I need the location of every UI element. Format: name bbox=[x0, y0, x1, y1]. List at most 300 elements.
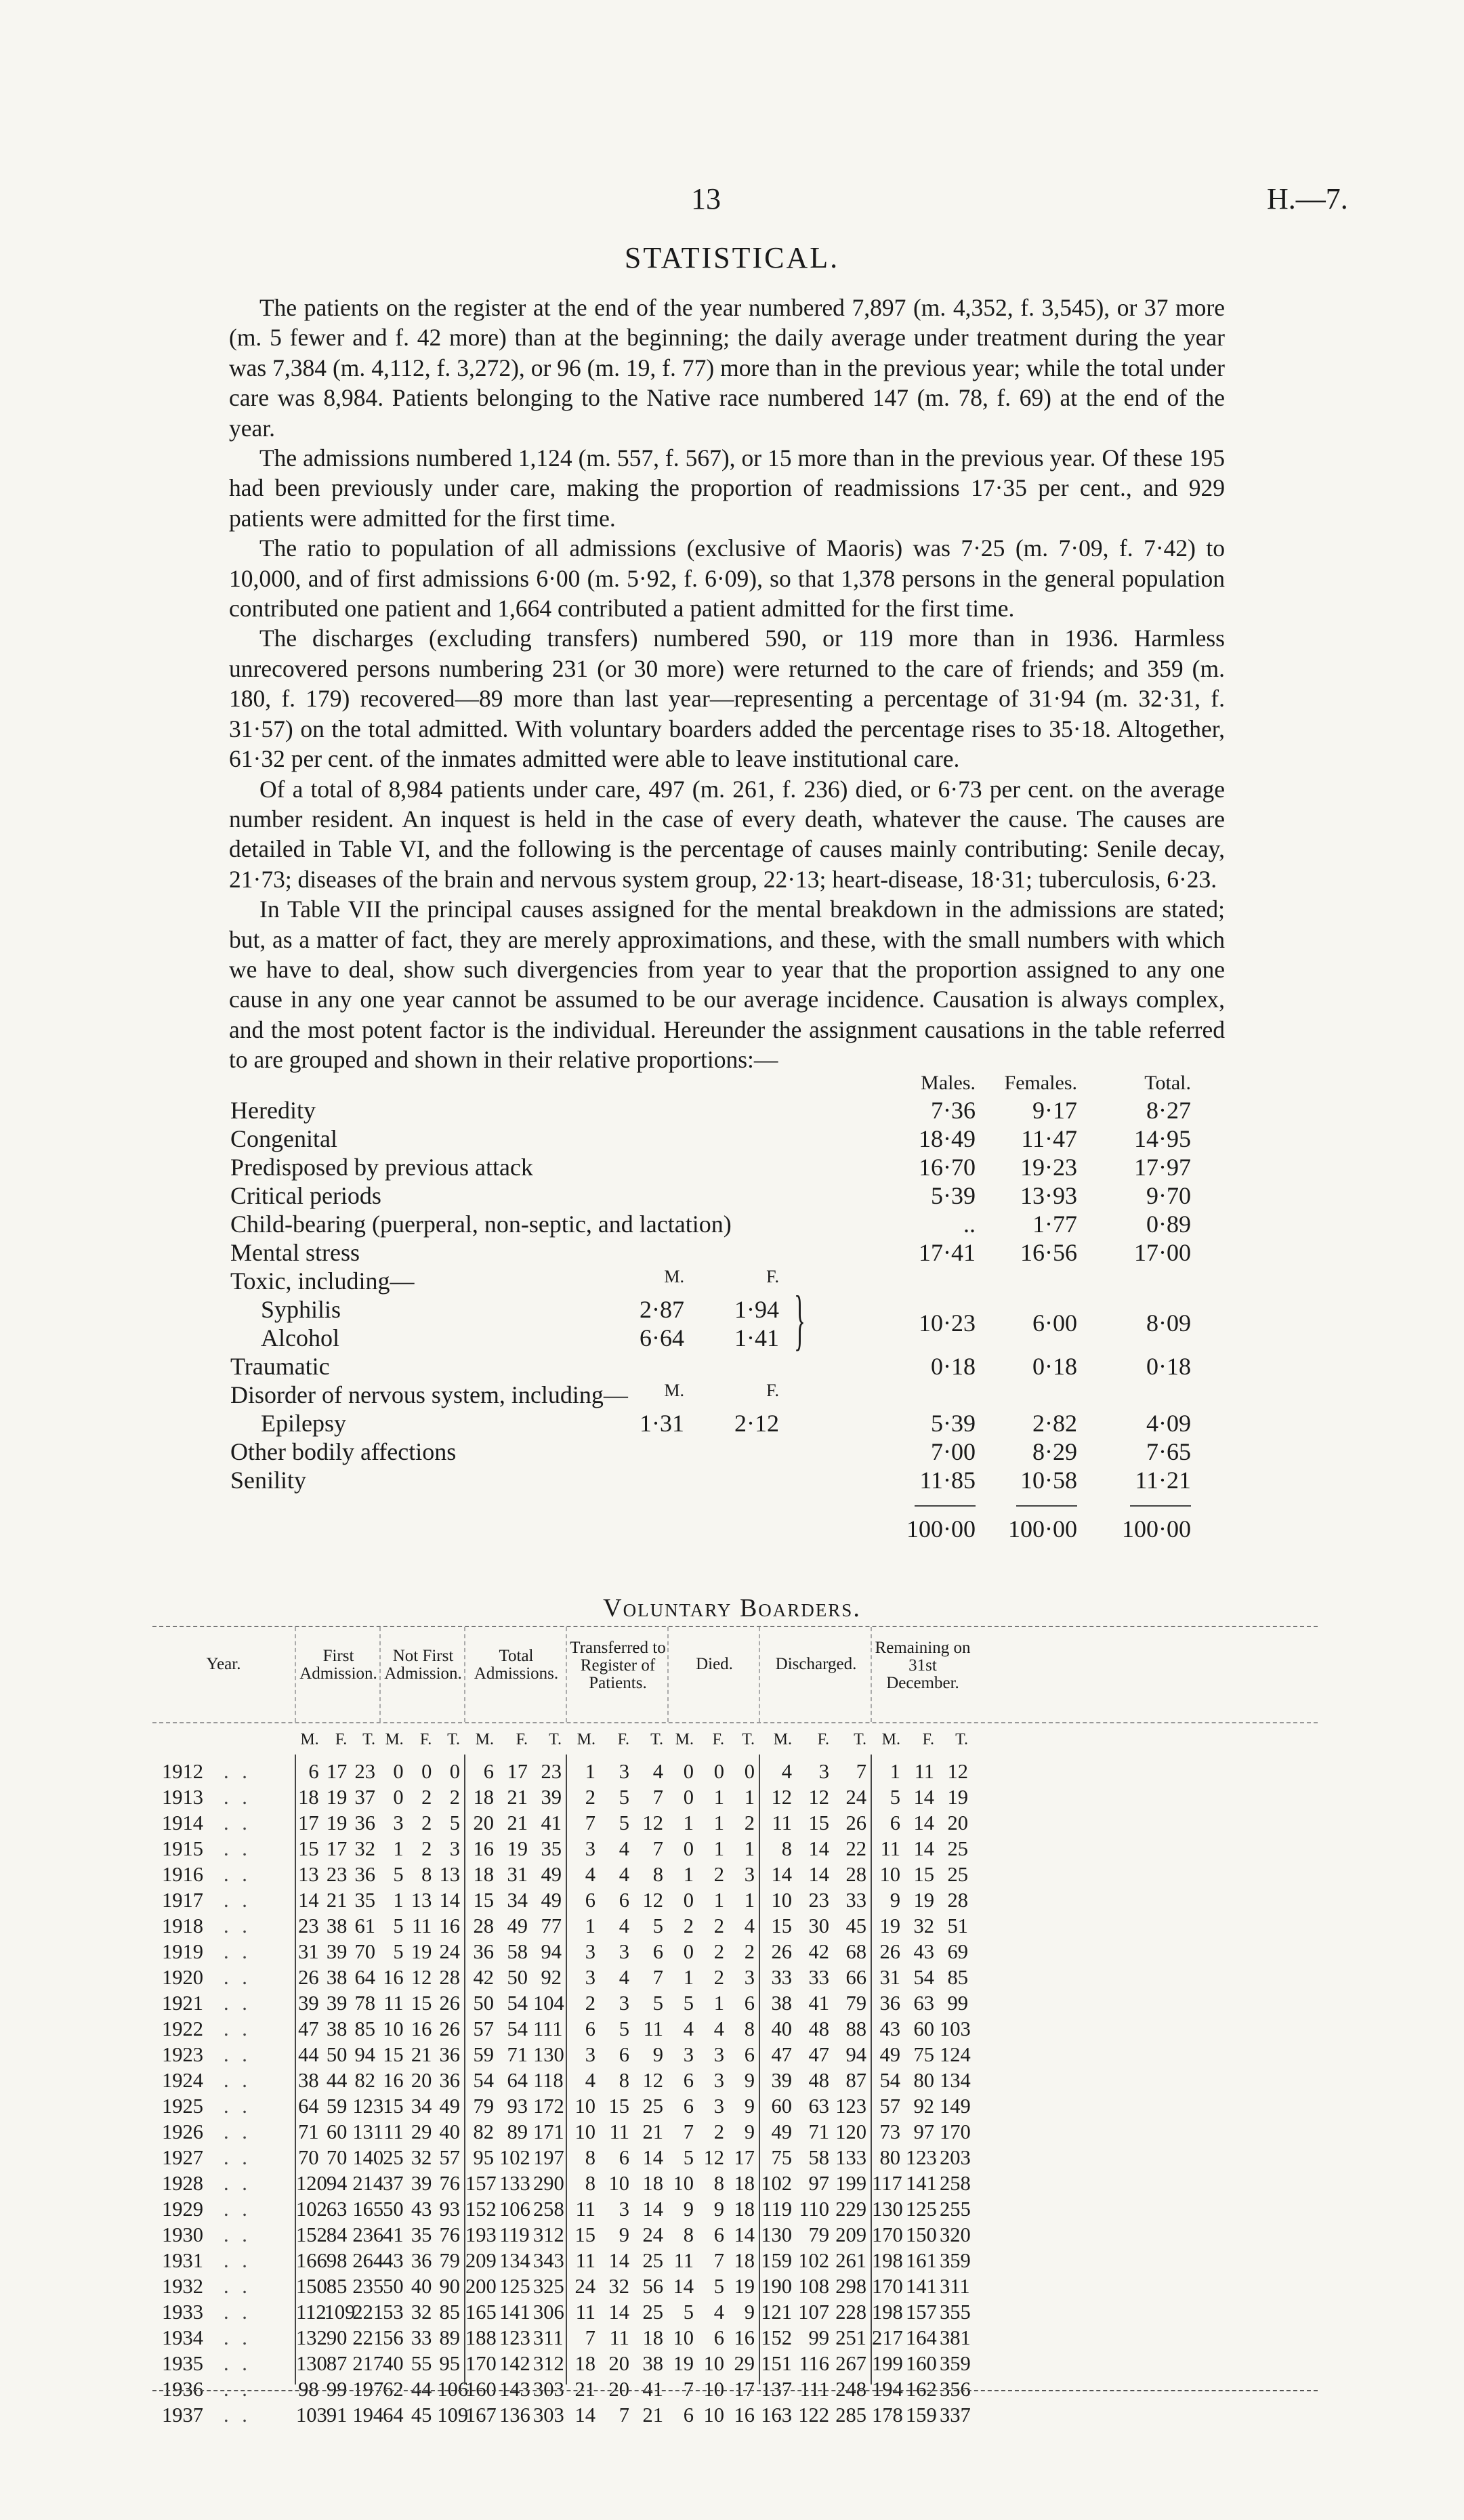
table-cell: 165 bbox=[465, 2301, 497, 2324]
syphilis-m: 2·87 bbox=[640, 1296, 684, 1323]
table-cell: 267 bbox=[835, 2352, 866, 2375]
table-cell: 20 bbox=[608, 2352, 629, 2375]
nervous-females: 2·82 bbox=[1032, 1410, 1077, 1437]
table-cell: 167 bbox=[465, 2403, 497, 2427]
table-cell: 130 bbox=[533, 2043, 564, 2066]
cause-row-toxic bbox=[230, 1267, 1226, 1295]
paragraph: Of a total of 8,984 patients under care, 497 (m. 261, f. 236) died, or 6·73 per cent. on the average number resident. An inquest is held in the case of every death, whatever the cause. The causes are detailed in Table VI, and the following is the percentage of causes mainly contributing: Senile decay, 21·73; diseases of the brain and nervous system group, 22·13; heart-disease, 18·31; tuberculosis, 6·23. bbox=[229, 775, 1225, 893]
table-cell: 18 bbox=[642, 2172, 663, 2195]
table-cell: 9 bbox=[619, 2223, 629, 2246]
table-cell: 85 bbox=[326, 2275, 348, 2298]
table-cell: 15 bbox=[411, 1992, 432, 2015]
table-cell: 171 bbox=[533, 2120, 564, 2143]
table-cell: 2 bbox=[713, 1940, 724, 1963]
leader-dots: . . bbox=[224, 1837, 251, 1860]
table-cell: 49 bbox=[541, 1889, 562, 1912]
table-cell: 111 bbox=[533, 2017, 563, 2040]
sub-header-row bbox=[152, 1731, 1318, 1758]
table-cell: 0 bbox=[393, 1786, 404, 1809]
epilepsy-f: 2·12 bbox=[734, 1410, 779, 1437]
table-cell: 40 bbox=[771, 2017, 792, 2040]
table-cell: 106 bbox=[499, 2198, 530, 2221]
table-cell: 261 bbox=[835, 2249, 866, 2272]
table-cell: 4 bbox=[619, 1863, 629, 1886]
table-cell: 6 bbox=[683, 2069, 694, 2092]
table-cell: 61 bbox=[354, 1914, 375, 1937]
table-cell: 198 bbox=[872, 2301, 903, 2324]
table-cell: 13 bbox=[298, 1863, 319, 1886]
table-cell: 10 bbox=[574, 2120, 595, 2143]
sub-header-m: M. bbox=[773, 1731, 792, 1748]
table-cell: 356 bbox=[940, 2378, 971, 2401]
cause-row bbox=[230, 1210, 1226, 1238]
table-cell: 125 bbox=[499, 2275, 530, 2298]
table-cell: 120 bbox=[835, 2120, 866, 2143]
table-cell: 90 bbox=[439, 2275, 460, 2298]
cause-row-nervous bbox=[230, 1381, 1226, 1409]
table-cell: 34 bbox=[507, 1889, 528, 1912]
table-cell: 110 bbox=[799, 2198, 829, 2221]
table-cell: 73 bbox=[879, 2120, 900, 2143]
table-cell: 5 bbox=[683, 2146, 694, 2169]
table-cell: 70 bbox=[298, 2146, 319, 2169]
table-cell: 214 bbox=[352, 2172, 384, 2195]
table-cell: 40 bbox=[439, 2120, 460, 2143]
table-cell: 99 bbox=[947, 1992, 968, 2015]
year-cell: 1935 bbox=[162, 2352, 203, 2375]
table-cell: 355 bbox=[940, 2301, 971, 2324]
toxic-total: 8·09 bbox=[1146, 1309, 1191, 1337]
table-cell: 9 bbox=[744, 2301, 755, 2324]
table-cell: 164 bbox=[906, 2326, 937, 2349]
table-cell: 84 bbox=[326, 2223, 348, 2246]
table-cell: 102 bbox=[499, 2146, 530, 2169]
table-cell: 48 bbox=[808, 2017, 829, 2040]
table-cell: 18 bbox=[642, 2326, 663, 2349]
table-cell: 7 bbox=[683, 2120, 694, 2143]
table-cell: 19 bbox=[947, 1786, 968, 1809]
total-header: Total. bbox=[1144, 1072, 1191, 1094]
table-cell: 54 bbox=[507, 1992, 528, 2015]
table-cell: 16 bbox=[439, 1914, 460, 1937]
table-cell: 157 bbox=[465, 2172, 497, 2195]
nervous-m-header: M. bbox=[664, 1381, 684, 1400]
table-cell: 43 bbox=[383, 2249, 404, 2272]
table-cell: 235 bbox=[352, 2275, 384, 2298]
table-cell: 19 bbox=[913, 1889, 934, 1912]
table-cell: 258 bbox=[533, 2198, 564, 2221]
table-cell: 5 bbox=[393, 1863, 404, 1886]
table-cell: 94 bbox=[326, 2172, 348, 2195]
table-cell: 1 bbox=[683, 1811, 694, 1834]
year-cell: 1932 bbox=[162, 2275, 203, 2298]
table-cell: 290 bbox=[533, 2172, 564, 2195]
table-cell: 19 bbox=[326, 1786, 348, 1809]
table-cell: 92 bbox=[541, 1966, 562, 1989]
table-cell: 21 bbox=[507, 1811, 528, 1834]
table-cell: 56 bbox=[642, 2275, 663, 2298]
year-cell: 1914 bbox=[162, 1811, 203, 1834]
table-cell: 14 bbox=[642, 2146, 663, 2169]
table-cell: 53 bbox=[383, 2301, 404, 2324]
paragraph: The patients on the register at the end of the year numbered 7,897 (m. 4,352, f. 3,545), or 37 more (m. 5 fewer and f. 42 more) than at the beginning; the daily average under treatment during the year was 7,384 (m. 4,112, f. 3,272), or 96 (m. 19, f. 77) more than in the previous year; while the total under care was 8,984. Patients belonging to the Native race numbered 147 (m. 78, f. 69) at the end of the year. bbox=[229, 294, 1225, 442]
cause-total: 0·89 bbox=[1146, 1211, 1191, 1238]
sub-header-t: T. bbox=[854, 1731, 866, 1748]
table-cell: 4 bbox=[683, 2017, 694, 2040]
table-cell: 36 bbox=[439, 2069, 460, 2092]
table-cell: 36 bbox=[879, 1992, 900, 2015]
sub-header-f: F. bbox=[516, 1731, 528, 1748]
table-cell: 236 bbox=[352, 2223, 384, 2246]
leader-dots: . . bbox=[224, 2043, 251, 2066]
table-cell: 1 bbox=[683, 1863, 694, 1886]
table-cell: 152 bbox=[296, 2223, 327, 2246]
table-cell: 3 bbox=[713, 2043, 724, 2066]
table-cell: 4 bbox=[619, 1966, 629, 1989]
alcohol-f: 1·41 bbox=[734, 1324, 779, 1351]
year-cell: 1916 bbox=[162, 1863, 203, 1886]
table-cell: 48 bbox=[808, 2069, 829, 2092]
table-cell: 1 bbox=[683, 1966, 694, 1989]
leader-dots: . . bbox=[224, 1914, 251, 1937]
leader-dots: . . bbox=[224, 1940, 251, 1963]
table-cell: 26 bbox=[298, 1966, 319, 1989]
table-cell: 198 bbox=[872, 2249, 903, 2272]
leader-dots: . . bbox=[224, 2223, 251, 2246]
table-cell: 88 bbox=[845, 2017, 866, 2040]
table-cell: 9 bbox=[744, 2095, 755, 2118]
year-cell: 1928 bbox=[162, 2172, 203, 2195]
year-cell: 1920 bbox=[162, 1966, 203, 1989]
table-cell: 4 bbox=[652, 1760, 663, 1783]
table-cell: 6 bbox=[713, 2223, 724, 2246]
paragraph: The ratio to population of all admissions (exclusive of Maoris) was 7·25 (m. 7·09, f. 7·42) to 10,000, and of first admissions 6·00 (m. 5·92, f. 6·09), so that 1,378 persons in the general population contributed one patient and 1,664 contributed a patient admitted for the first time. bbox=[229, 534, 1225, 623]
table-cell: 0 bbox=[744, 1760, 755, 1783]
table-cell: 119 bbox=[761, 2198, 792, 2221]
cause-row-other bbox=[230, 1437, 1226, 1466]
table-cell: 12 bbox=[808, 1786, 829, 1809]
table-cell: 162 bbox=[906, 2378, 937, 2401]
document-reference: H.—7. bbox=[1267, 182, 1348, 215]
year-cell: 1933 bbox=[162, 2301, 203, 2324]
table-cell: 43 bbox=[411, 2198, 432, 2221]
sub-header-f: F. bbox=[817, 1731, 829, 1748]
table-cell: 3 bbox=[449, 1837, 460, 1860]
table-cell: 0 bbox=[683, 1889, 694, 1912]
cause-females: 13·93 bbox=[1020, 1182, 1077, 1209]
table-cell: 49 bbox=[507, 1914, 528, 1937]
table-cell: 36 bbox=[439, 2043, 460, 2066]
table-cell: 60 bbox=[771, 2095, 792, 2118]
body-text bbox=[229, 293, 1225, 1075]
year-cell: 1934 bbox=[162, 2326, 203, 2349]
table-cell: 28 bbox=[845, 1863, 866, 1886]
table-cell: 6 bbox=[619, 2146, 629, 2169]
table-cell: 13 bbox=[439, 1863, 460, 1886]
toxic-m-header: M. bbox=[664, 1267, 684, 1286]
cause-row-senility bbox=[230, 1466, 1226, 1494]
table-cell: 150 bbox=[906, 2223, 937, 2246]
table-row bbox=[152, 1887, 1318, 1913]
table-cell: 6 bbox=[585, 2017, 595, 2040]
cause-males: 7·36 bbox=[931, 1097, 976, 1124]
table-cell: 2 bbox=[421, 1811, 432, 1834]
table-cell: 25 bbox=[642, 2249, 663, 2272]
table-cell: 116 bbox=[799, 2352, 829, 2375]
table-cell: 71 bbox=[298, 2120, 319, 2143]
table-cell: 76 bbox=[439, 2172, 460, 2195]
table-cell: 25 bbox=[642, 2095, 663, 2118]
table-cell: 54 bbox=[507, 2017, 528, 2040]
table-cell: 5 bbox=[619, 2017, 629, 2040]
paragraph: In Table VII the principal causes assigned for the mental breakdown in the admissions are stated; but, as a matter of fact, they are merely approximations, and these, with the small numbers with which we have to deal, show such divergencies from year to year that the proportion assigned to any one cause in any one year cannot be assumed to be our average incidence. Causation is always complex, and the most potent factor is the individual. Hereunder the assignment causations in the table referred to are grouped and shown in their relative proportions:— bbox=[229, 896, 1225, 1074]
table-cell: 50 bbox=[383, 2198, 404, 2221]
table-cell: 93 bbox=[507, 2095, 528, 2118]
table-cell: 4 bbox=[744, 1914, 755, 1937]
leader-dots: . . bbox=[224, 1992, 251, 2015]
table-cell: 0 bbox=[683, 1786, 694, 1809]
table-cell: 77 bbox=[541, 1914, 562, 1937]
table-cell: 58 bbox=[507, 1940, 528, 1963]
year-cell: 1924 bbox=[162, 2069, 203, 2092]
year-cell: 1937 bbox=[162, 2403, 203, 2427]
table-cell: 11 bbox=[575, 2301, 595, 2324]
table-cell: 99 bbox=[808, 2326, 829, 2349]
table-cell: 39 bbox=[541, 1786, 562, 1809]
table-cell: 209 bbox=[835, 2223, 866, 2246]
table-cell: 38 bbox=[642, 2352, 663, 2375]
table-cell: 32 bbox=[354, 1837, 375, 1860]
cause-label: Other bodily affections bbox=[230, 1438, 457, 1465]
table-cell: 193 bbox=[465, 2223, 497, 2246]
table-cell: 26 bbox=[771, 1940, 792, 1963]
table-row bbox=[152, 1759, 1318, 1784]
table-cell: 87 bbox=[326, 2352, 348, 2375]
table-cell: 26 bbox=[439, 1992, 460, 2015]
table-cell: 11 bbox=[575, 2249, 595, 2272]
table-body bbox=[152, 1759, 1318, 2428]
table-cell: 3 bbox=[744, 1966, 755, 1989]
table-cell: 134 bbox=[940, 2069, 971, 2092]
table-cell: 99 bbox=[326, 2378, 348, 2401]
table-cell: 170 bbox=[872, 2223, 903, 2246]
table-cell: 8 bbox=[744, 2017, 755, 2040]
cause-total: 14·95 bbox=[1134, 1125, 1191, 1152]
table-cell: 109 bbox=[437, 2403, 469, 2427]
table-cell: 133 bbox=[499, 2172, 530, 2195]
table-cell: 23 bbox=[298, 1914, 319, 1937]
table-row bbox=[152, 2248, 1318, 2273]
table-cell: 159 bbox=[906, 2403, 937, 2427]
sub-header-m: M. bbox=[300, 1731, 319, 1748]
males-header: Males. bbox=[921, 1072, 976, 1094]
table-cell: 311 bbox=[940, 2275, 970, 2298]
table-cell: 6 bbox=[483, 1760, 494, 1783]
table-cell: 18 bbox=[734, 2198, 755, 2221]
cause-row-traumatic bbox=[230, 1352, 1226, 1381]
leader-dots: . . bbox=[224, 2378, 251, 2401]
year-cell: 1912 bbox=[162, 1760, 203, 1783]
table-cell: 30 bbox=[808, 1914, 829, 1937]
table-cell: 21 bbox=[507, 1786, 528, 1809]
cause-females: 1·77 bbox=[1032, 1211, 1077, 1238]
table-row bbox=[152, 2325, 1318, 2351]
table-cell: 7 bbox=[652, 1786, 663, 1809]
leader-dots: . . bbox=[224, 1786, 251, 1809]
other-males: 7·00 bbox=[931, 1438, 976, 1465]
table-cell: 4 bbox=[619, 1914, 629, 1937]
divider bbox=[915, 1505, 976, 1507]
table-cell: 10 bbox=[574, 2095, 595, 2118]
leader-dots: . . bbox=[224, 2198, 251, 2221]
table-cell: 2 bbox=[744, 1811, 755, 1834]
table-cell: 1 bbox=[393, 1889, 404, 1912]
table-cell: 14 bbox=[642, 2198, 663, 2221]
table-cell: 18 bbox=[298, 1786, 319, 1809]
cause-total: 8·27 bbox=[1146, 1097, 1191, 1124]
table-cell: 3 bbox=[585, 1966, 595, 1989]
leader-dots: . . bbox=[224, 2172, 251, 2195]
leader-dots: . . bbox=[224, 2095, 251, 2118]
table-cell: 47 bbox=[298, 2017, 319, 2040]
table-cell: 17 bbox=[734, 2146, 755, 2169]
table-cell: 3 bbox=[619, 1940, 629, 1963]
year-cell: 1921 bbox=[162, 1992, 203, 2015]
table-cell: 79 bbox=[808, 2223, 829, 2246]
table-cell: 285 bbox=[835, 2403, 866, 2427]
table-cell: 41 bbox=[541, 1811, 562, 1834]
table-cell: 82 bbox=[354, 2069, 375, 2092]
table-row bbox=[152, 2351, 1318, 2376]
table-cell: 32 bbox=[411, 2146, 432, 2169]
table-cell: 19 bbox=[326, 1811, 348, 1834]
col-header-not-first-admission: Not First Admission. bbox=[379, 1627, 465, 1722]
table-cell: 10 bbox=[673, 2172, 694, 2195]
table-row bbox=[152, 1990, 1318, 2016]
table-cell: 3 bbox=[619, 1992, 629, 2015]
table-cell: 0 bbox=[683, 1760, 694, 1783]
table-cell: 103 bbox=[296, 2403, 327, 2427]
table-cell: 3 bbox=[619, 1760, 629, 1783]
table-row bbox=[152, 1862, 1318, 1887]
table-cell: 85 bbox=[947, 1966, 968, 1989]
table-cell: 221 bbox=[352, 2326, 384, 2349]
sub-header-t: T. bbox=[955, 1731, 968, 1748]
table-cell: 2 bbox=[713, 1966, 724, 1989]
table-cell: 1 bbox=[744, 1786, 755, 1809]
cause-label: Critical periods bbox=[230, 1182, 381, 1209]
sub-header-t: T. bbox=[650, 1731, 663, 1748]
table-cell: 6 bbox=[744, 1992, 755, 2015]
column-divider bbox=[759, 1755, 760, 2385]
females-header: Females. bbox=[1004, 1072, 1077, 1094]
table-cell: 10 bbox=[608, 2172, 629, 2195]
table-cell: 130 bbox=[761, 2223, 792, 2246]
leader-dots: . . bbox=[224, 1863, 251, 1886]
table-cell: 15 bbox=[808, 1811, 829, 1834]
table-cell: 64 bbox=[354, 1966, 375, 1989]
traumatic-total: 0·18 bbox=[1146, 1353, 1191, 1380]
table-cell: 3 bbox=[619, 2198, 629, 2221]
table-cell: 44 bbox=[326, 2069, 348, 2092]
table-cell: 124 bbox=[940, 2043, 971, 2066]
table-cell: 64 bbox=[507, 2069, 528, 2092]
table-cell: 14 bbox=[608, 2301, 629, 2324]
leader-dots: . . bbox=[224, 2249, 251, 2272]
table-cell: 51 bbox=[947, 1914, 968, 1937]
table-cell: 16 bbox=[383, 1966, 404, 1989]
table-cell: 9 bbox=[744, 2120, 755, 2143]
table-cell: 5 bbox=[652, 1914, 663, 1937]
year-cell: 1918 bbox=[162, 1914, 203, 1937]
leader-dots: . . bbox=[224, 2146, 251, 2169]
table-cell: 12 bbox=[642, 1811, 663, 1834]
table-cell: 298 bbox=[835, 2275, 866, 2298]
table-cell: 1 bbox=[585, 1914, 595, 1937]
cause-label: Epilepsy bbox=[261, 1410, 346, 1437]
cause-label: Toxic, including— bbox=[230, 1267, 415, 1295]
cause-males: 18·49 bbox=[919, 1125, 976, 1152]
table-cell: 4 bbox=[781, 1760, 792, 1783]
table-cell: 149 bbox=[940, 2095, 971, 2118]
table-row bbox=[152, 2093, 1318, 2119]
table-cell: 125 bbox=[906, 2198, 937, 2221]
table-cell: 43 bbox=[879, 2017, 900, 2040]
table-cell: 3 bbox=[683, 2043, 694, 2066]
table-cell: 11 bbox=[411, 1914, 432, 1937]
leader-dots: . . bbox=[224, 1811, 251, 1834]
table-cell: 24 bbox=[439, 1940, 460, 1963]
table-cell: 42 bbox=[808, 1940, 829, 1963]
year-cell: 1915 bbox=[162, 1837, 203, 1860]
table-cell: 255 bbox=[940, 2198, 971, 2221]
table-cell: 306 bbox=[533, 2301, 564, 2324]
table-cell: 5 bbox=[713, 2275, 724, 2298]
table-cell: 35 bbox=[354, 1889, 375, 1912]
table-cell: 16 bbox=[411, 2017, 432, 2040]
table-cell: 120 bbox=[296, 2172, 327, 2195]
leader-dots: . . bbox=[224, 1966, 251, 1989]
table-cell: 8 bbox=[619, 2069, 629, 2092]
table-cell: 59 bbox=[473, 2043, 494, 2066]
table-cell: 1 bbox=[713, 1837, 724, 1860]
cause-label: Mental stress bbox=[230, 1239, 360, 1266]
cause-label: Heredity bbox=[230, 1097, 316, 1124]
table-cell: 15 bbox=[574, 2223, 595, 2246]
table-cell: 36 bbox=[411, 2249, 432, 2272]
year-cell: 1925 bbox=[162, 2095, 203, 2118]
table-cell: 1 bbox=[393, 1837, 404, 1860]
table-cell: 15 bbox=[383, 2095, 404, 2118]
table-cell: 6 bbox=[585, 1889, 595, 1912]
table-cell: 209 bbox=[465, 2249, 497, 2272]
table-cell: 32 bbox=[608, 2275, 629, 2298]
table-row bbox=[152, 1939, 1318, 1965]
cause-females: 11·47 bbox=[1021, 1125, 1077, 1152]
table-cell: 10 bbox=[383, 2017, 404, 2040]
table-row bbox=[152, 2170, 1318, 2196]
divider bbox=[1016, 1505, 1077, 1507]
table-cell: 161 bbox=[906, 2249, 937, 2272]
table-cell: 1 bbox=[744, 1837, 755, 1860]
cause-label: Predisposed by previous attack bbox=[230, 1154, 533, 1181]
table-cell: 41 bbox=[383, 2223, 404, 2246]
table-cell: 26 bbox=[879, 1940, 900, 1963]
table-cell: 25 bbox=[947, 1837, 968, 1860]
cause-row bbox=[230, 1238, 1226, 1267]
table-row bbox=[152, 2299, 1318, 2325]
table-cell: 76 bbox=[439, 2223, 460, 2246]
